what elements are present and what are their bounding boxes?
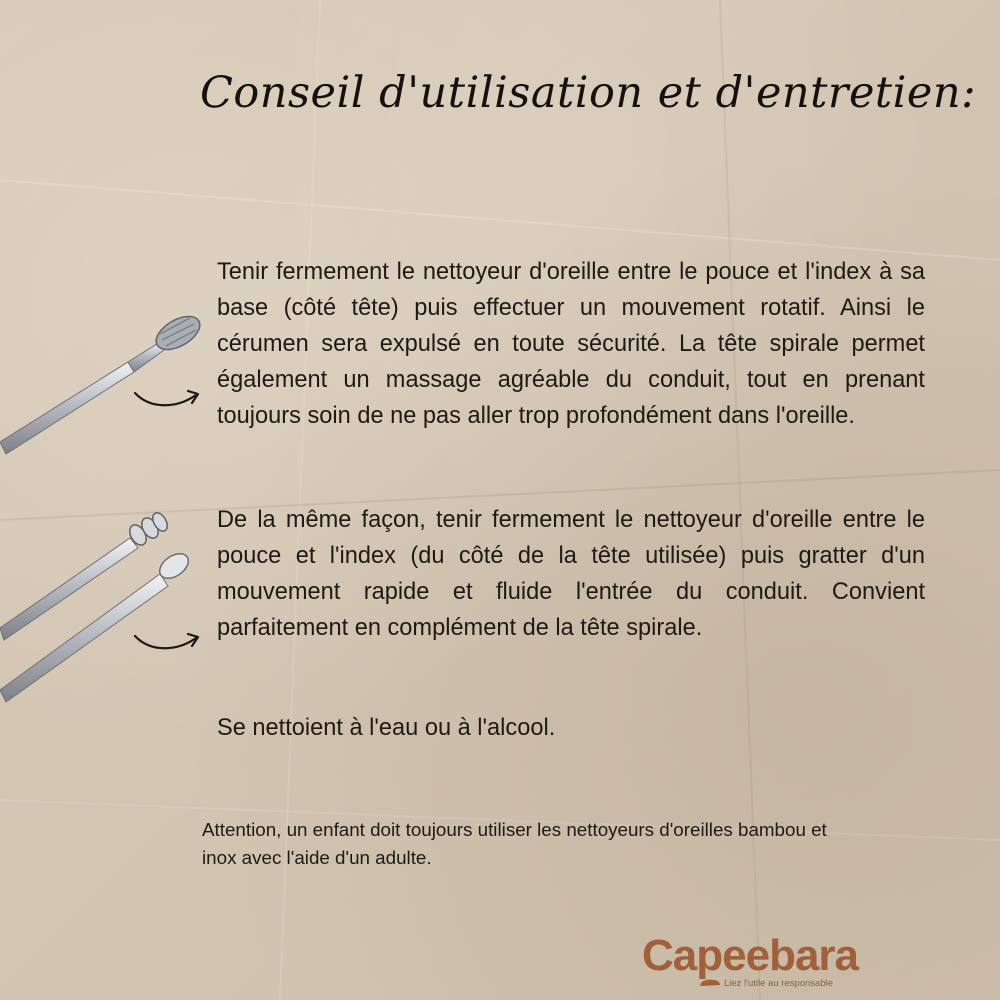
page-title: Conseil d'utilisation et d'entretien: — [200, 68, 977, 118]
spiral-ear-cleaner-icon — [0, 310, 205, 454]
brand-tagline: Liez l'utile au responsable — [724, 978, 834, 989]
brand-name: Capeebara — [642, 931, 859, 980]
child-safety-warning: Attention, un enfant doit toujours utiliser les nettoyeurs d'oreilles bambou et inox avec l'aide d'un adulte. — [202, 819, 827, 868]
curved-arrow-icon — [132, 628, 204, 658]
usage-paragraph-scoop: De la même façon, tenir fermement le nettoyeur d'oreille entre le pouce et l'index (du côté de la tête utilisée) puis gratter d'un mouvement rapide et fluide l'entrée du conduit. Convient parfaitement en complément de la tête spirale. — [217, 507, 925, 641]
curved-arrow-icon — [132, 385, 204, 415]
brand-logo — [640, 931, 859, 992]
ear-scoop-tools-icon — [0, 510, 193, 702]
cleaning-instruction: Se nettoient à l'eau ou à l'alcool. — [217, 715, 556, 741]
usage-paragraph-spiral: Tenir fermement le nettoyeur d'oreille entre le pouce et l'index à sa base (côté tête) puis effectuer un mouvement rotatif. Ainsi le cérumen sera expulsé en toute sécurité. La tête spirale permet également un massage agréable du conduit, tout en prenant toujours soin de ne pas aller trop profondément dans l'oreille. — [217, 259, 925, 429]
capybara-logo-icon — [698, 976, 722, 988]
